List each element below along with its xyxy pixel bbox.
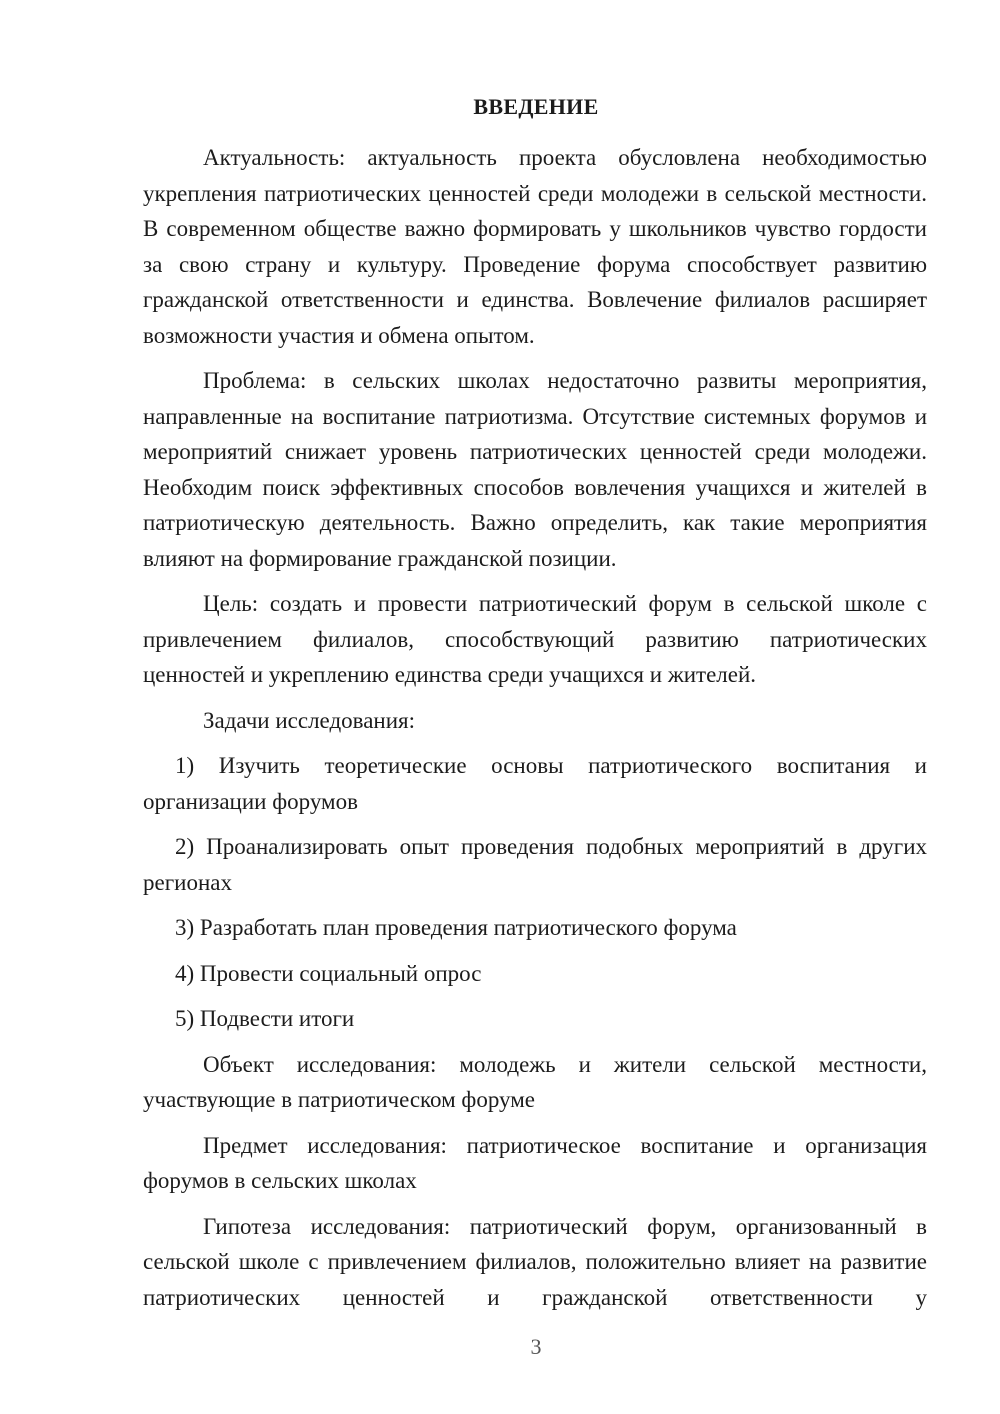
object-paragraph: Объект исследования: молодежь и жители сельской местности, участвующие в патриотическом форуме	[143, 1051, 927, 1112]
body-text	[143, 140, 927, 1315]
task-item-1: 1) Изучить теоретические основы патриотического воспитания и организации форумов	[143, 753, 927, 814]
problem-paragraph: Проблема: в сельских школах недостаточно развиты мероприятия, направленные на воспитание патриотизма. Отсутствие системных форумов и мероприятий снижает уровень патриотических ценностей среди молодежи. Необходим поиск эффективных способов вовлечения учащихся и жителей в патриотическую деятельность. Важно определить, как такие мероприятия влияют на формирование гражданской позиции.	[143, 368, 927, 571]
hypothesis-paragraph: Гипотеза исследования: патриотический форум, организованный в сельской школе с привлечением филиалов, положительно влияет на развитие патриотических ценностей и гражданской ответственности у	[143, 1213, 927, 1310]
task-item-4: 4) Провести социальный опрос	[175, 960, 482, 986]
page-number: 3	[530, 1334, 542, 1359]
section-heading: ВВЕДЕНИЕ	[473, 94, 599, 119]
task-item-3: 3) Разработать план проведения патриотического форума	[175, 915, 737, 940]
subject-paragraph: Предмет исследования: патриотическое воспитание и организация форумов в сельских школах	[143, 1132, 927, 1193]
task-item-5: 5) Подвести итоги	[175, 1006, 355, 1031]
tasks-heading: Задачи исследования:	[203, 707, 416, 733]
goal-paragraph: Цель: создать и провести патриотический форум в сельской школе с привлечением филиалов, способствующий развитию патриотических ценностей и укреплению единства среди учащихся и жителей.	[143, 591, 927, 687]
task-item-2: 2) Проанализировать опыт проведения подобных мероприятий в других регионах	[143, 834, 927, 895]
relevance-paragraph: Актуальность: актуальность проекта обусловлена необходимостью укрепления патриотических ценностей среди молодежи в сельской местности. В современном обществе важно формировать у школьников чувство гордости за свою страну и культуру. Проведение форума способствует развитию гражданской ответственности и единства. Вовлечение филиалов расширяет возможности участия и обмена опытом.	[143, 145, 927, 348]
